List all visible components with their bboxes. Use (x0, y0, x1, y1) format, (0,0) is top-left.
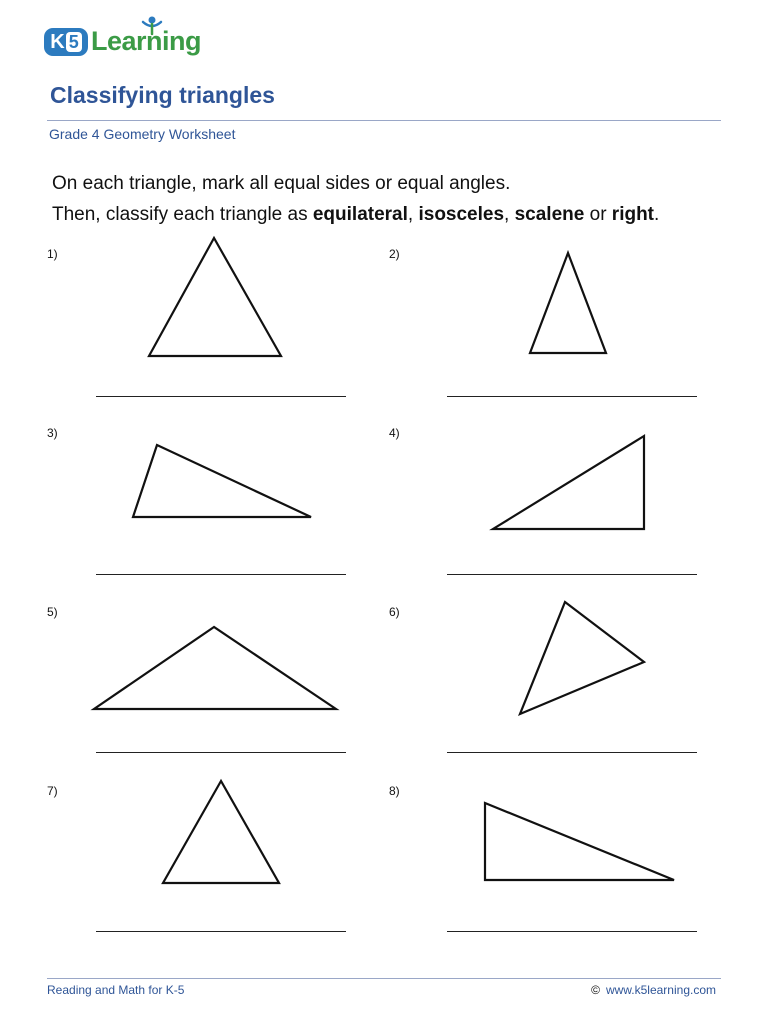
footer-website-link[interactable]: www.k5learning.com (605, 983, 716, 997)
question-number-5: 5) (47, 605, 58, 619)
triangle-7 (163, 781, 279, 883)
question-number-4: 4) (389, 426, 400, 440)
page-title: Classifying triangles (50, 82, 275, 108)
question-number-3: 3) (47, 426, 58, 440)
term-isosceles: isosceles (418, 204, 505, 225)
instruction-line-2: Then, classify each triangle as equilateral, isosceles, scalene or right. (52, 204, 660, 225)
triangle-8 (485, 803, 674, 880)
question-number-8: 8) (389, 784, 400, 798)
instruction-line-1: On each triangle, mark all equal sides or equal angles. (52, 173, 511, 194)
triangle-3 (133, 445, 311, 517)
question-number-6: 6) (389, 605, 400, 619)
triangle-6 (520, 602, 644, 714)
answer-line-2[interactable] (447, 396, 697, 397)
answer-line-6[interactable] (447, 752, 697, 753)
triangle-2 (530, 253, 606, 353)
triangle-4 (493, 436, 644, 529)
answer-line-7[interactable] (96, 931, 346, 932)
answer-line-4[interactable] (447, 574, 697, 575)
answer-line-3[interactable] (96, 574, 346, 575)
answer-line-1[interactable] (96, 396, 346, 397)
footer-tagline: Reading and Math for K-5 (47, 983, 185, 997)
logo-badge: K 5 (44, 28, 88, 56)
answer-line-8[interactable] (447, 931, 697, 932)
term-equilateral: equilateral (312, 204, 408, 225)
triangle-1 (149, 238, 281, 356)
question-number-7: 7) (47, 784, 58, 798)
answer-line-5[interactable] (96, 752, 346, 753)
term-right: right (611, 204, 655, 225)
page-subtitle: Grade 4 Geometry Worksheet (49, 126, 236, 142)
question-number-1: 1) (47, 247, 58, 261)
footer-copyright (591, 983, 716, 997)
logo-wordmark: Learning (91, 26, 202, 56)
question-number-2: 2) (389, 247, 400, 261)
triangle-5 (94, 627, 336, 709)
copyright-symbol: © (591, 983, 600, 997)
term-scalene: scalene (514, 204, 585, 225)
footer-divider (47, 978, 721, 979)
